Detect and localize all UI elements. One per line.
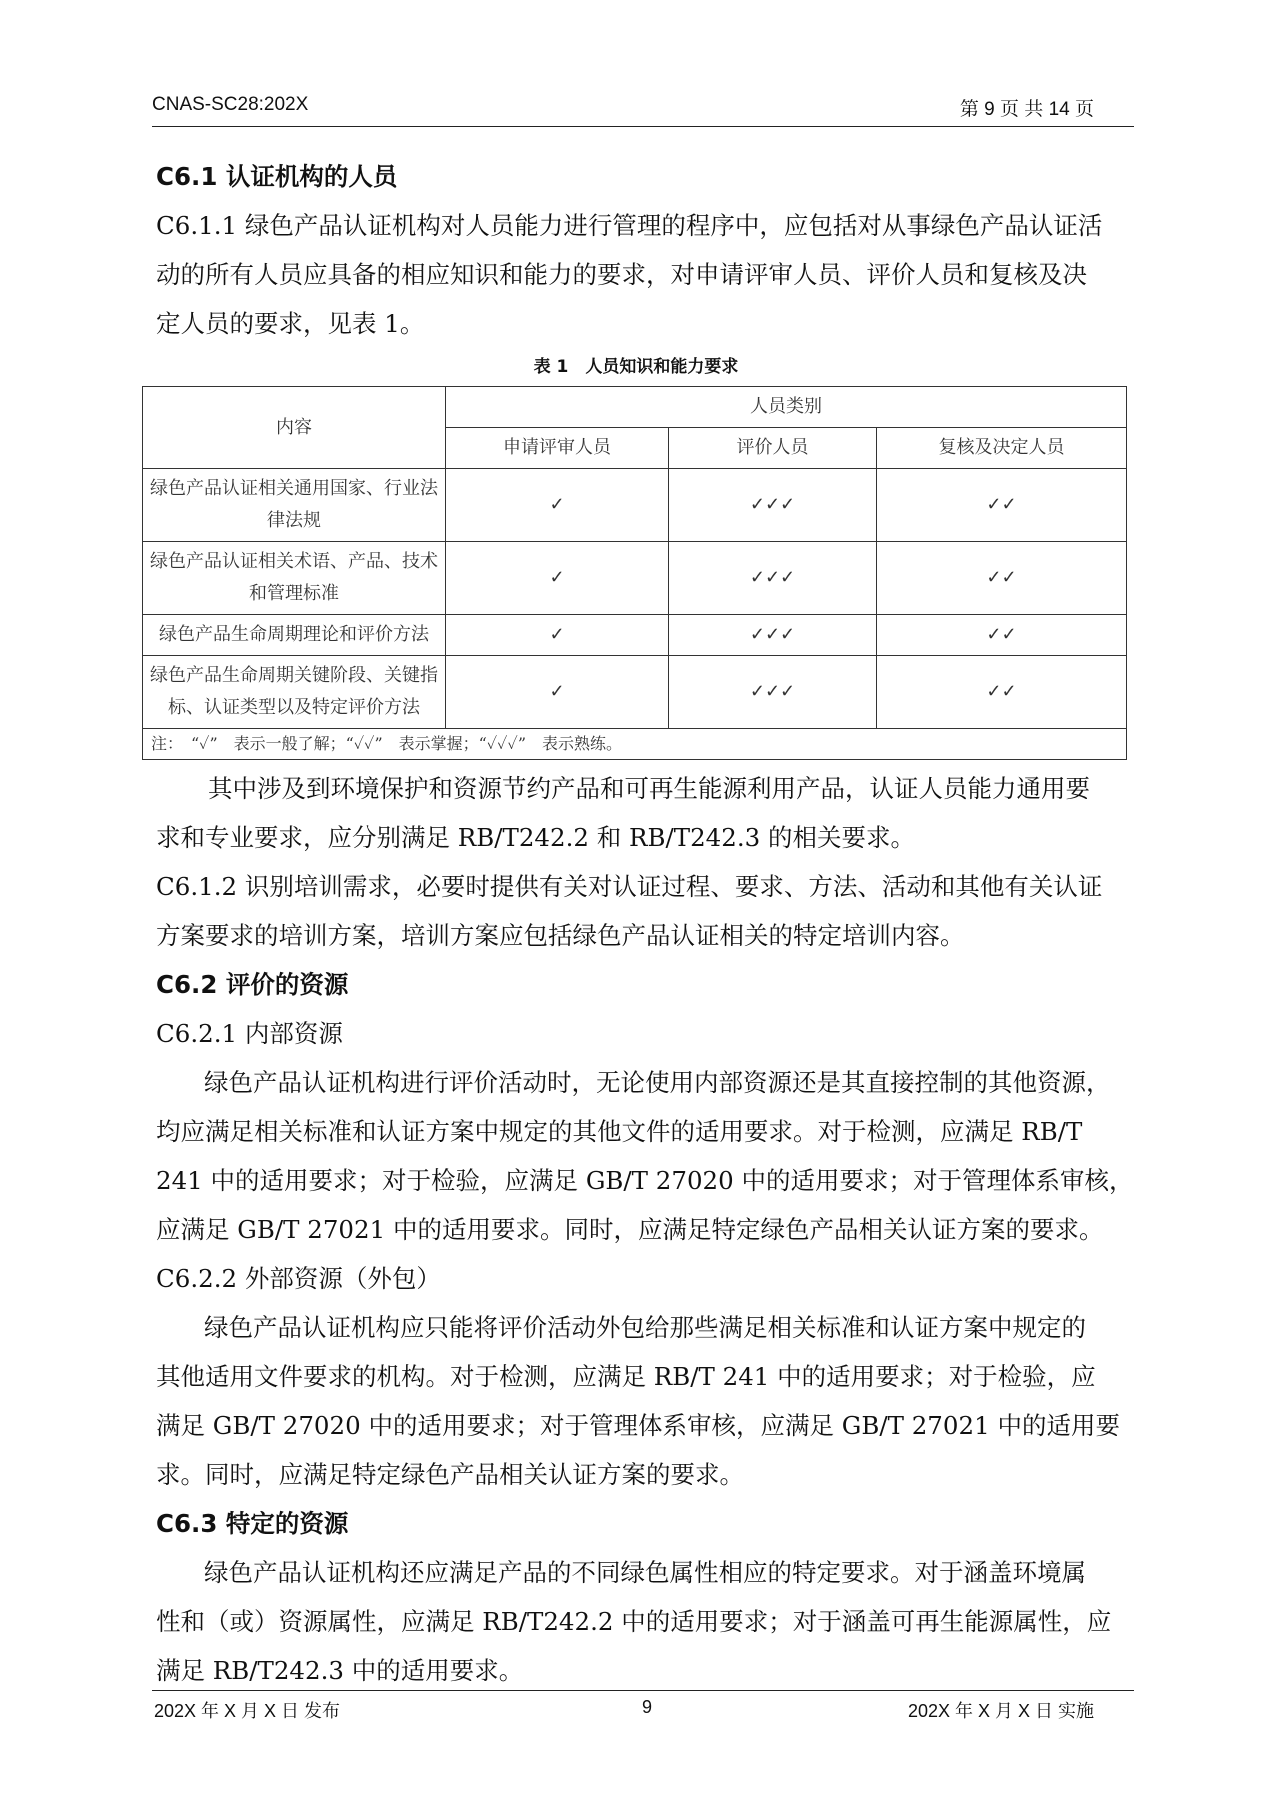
row-eval: ✓✓✓ bbox=[669, 615, 877, 656]
paragraph-line: 性和（或）资源属性，应满足 RB/T242.2 中的适用要求；对于涵盖可再生能源属性，应 bbox=[156, 1607, 1112, 1636]
paragraph-line: C6.1.2 识别培训需求，必要时提供有关对认证过程、要求、方法、活动和其他有关认证 bbox=[156, 872, 1103, 901]
doc-code: CNAS-SC28:202X bbox=[152, 94, 309, 115]
page-info: 第 9 页 共 14 页 bbox=[959, 99, 1094, 120]
subsection-c622-title: C6.2.2 外部资源（外包） bbox=[156, 1264, 441, 1293]
paragraph-line: 方案要求的培训方案，培训方案应包括绿色产品认证相关的特定培训内容。 bbox=[156, 921, 965, 950]
issue-date: 202X 年 X 月 X 日 发布 bbox=[154, 1701, 341, 1721]
paragraph-line: 其他适用文件要求的机构。对于检测，应满足 RB/T 241 中的适用要求；对于检验，应 bbox=[156, 1362, 1096, 1391]
effective-date: 202X 年 X 月 X 日 实施 bbox=[907, 1701, 1094, 1721]
paragraph-line: 满足 GB/T 27020 中的适用要求；对于管理体系审核，应满足 GB/T 27021 中的适用要 bbox=[156, 1411, 1120, 1440]
row-review: ✓✓ bbox=[877, 615, 1127, 656]
table-caption: 表 1 人员知识和能力要求 bbox=[533, 357, 739, 377]
table-row bbox=[143, 469, 1127, 542]
section-c63-title: C6.3 特定的资源 bbox=[156, 1509, 349, 1538]
row-content: 绿色产品认证相关术语、产品、技术和管理标准 bbox=[143, 542, 446, 615]
col-content-header: 内容 bbox=[143, 387, 446, 469]
paragraph-line: 动的所有人员应具备的相应知识和能力的要求，对申请评审人员、评价人员和复核及决 bbox=[156, 260, 1087, 289]
paragraph-line: 求。同时，应满足特定绿色产品相关认证方案的要求。 bbox=[156, 1460, 744, 1489]
section-c61-title: C6.1 认证机构的人员 bbox=[156, 162, 398, 191]
paragraph-line: 绿色产品认证机构应只能将评价活动外包给那些满足相关标准和认证方案中规定的 bbox=[204, 1313, 1086, 1342]
section-c62-title: C6.2 评价的资源 bbox=[156, 970, 349, 999]
col-apply-header: 申请评审人员 bbox=[446, 428, 669, 469]
row-eval: ✓✓✓ bbox=[669, 656, 877, 729]
paragraph-line: 满足 RB/T242.3 中的适用要求。 bbox=[156, 1656, 524, 1685]
paragraph-line: 其中涉及到环境保护和资源节约产品和可再生能源利用产品，认证人员能力通用要 bbox=[208, 774, 1090, 803]
table-note: 注： “✓” 表示一般了解；“✓✓” 表示掌握；“✓✓✓” 表示熟练。 bbox=[143, 729, 1127, 760]
col-eval-header: 评价人员 bbox=[669, 428, 877, 469]
row-apply: ✓ bbox=[446, 542, 669, 615]
subsection-c621-title: C6.2.1 内部资源 bbox=[156, 1019, 343, 1048]
table-row bbox=[143, 615, 1127, 656]
row-apply: ✓ bbox=[446, 469, 669, 542]
paragraph-line: 应满足 GB/T 27021 中的适用要求。同时，应满足特定绿色产品相关认证方案的要求。 bbox=[156, 1215, 1104, 1244]
paragraph-line: 求和专业要求，应分别满足 RB/T242.2 和 RB/T242.3 的相关要求。 bbox=[156, 823, 916, 852]
page-footer bbox=[152, 1690, 1134, 1725]
row-review: ✓✓ bbox=[877, 542, 1127, 615]
paragraph-line: 定人员的要求，见表 1。 bbox=[156, 309, 425, 338]
row-apply: ✓ bbox=[446, 615, 669, 656]
paragraph-line: 绿色产品认证机构还应满足产品的不同绿色属性相应的特定要求。对于涵盖环境属 bbox=[204, 1558, 1086, 1587]
row-content: 绿色产品生命周期关键阶段、关键指标、认证类型以及特定评价方法 bbox=[143, 656, 446, 729]
row-eval: ✓✓✓ bbox=[669, 469, 877, 542]
paragraph-line: 均应满足相关标准和认证方案中规定的其他文件的适用要求。对于检测，应满足 RB/T bbox=[156, 1117, 1083, 1146]
col-group-header: 人员类别 bbox=[446, 387, 1127, 428]
page-number: 9 bbox=[642, 1697, 653, 1717]
row-content: 绿色产品认证相关通用国家、行业法律法规 bbox=[143, 469, 446, 542]
table-row bbox=[143, 542, 1127, 615]
page-header bbox=[152, 90, 1134, 127]
row-review: ✓✓ bbox=[877, 656, 1127, 729]
paragraph-line: 241 中的适用要求；对于检验，应满足 GB/T 27020 中的适用要求；对于管理体系审核， bbox=[156, 1166, 1134, 1195]
personnel-competence-table bbox=[142, 386, 1127, 760]
col-review-header: 复核及决定人员 bbox=[877, 428, 1127, 469]
paragraph-line: C6.1.1 绿色产品认证机构对人员能力进行管理的程序中，应包括对从事绿色产品认证活 bbox=[156, 211, 1103, 240]
row-eval: ✓✓✓ bbox=[669, 542, 877, 615]
paragraph-line: 绿色产品认证机构进行评价活动时，无论使用内部资源还是其直接控制的其他资源， bbox=[204, 1068, 1111, 1097]
row-apply: ✓ bbox=[446, 656, 669, 729]
row-review: ✓✓ bbox=[877, 469, 1127, 542]
row-content: 绿色产品生命周期理论和评价方法 bbox=[143, 615, 446, 656]
document-body bbox=[150, 152, 1136, 1695]
table-row bbox=[143, 656, 1127, 729]
